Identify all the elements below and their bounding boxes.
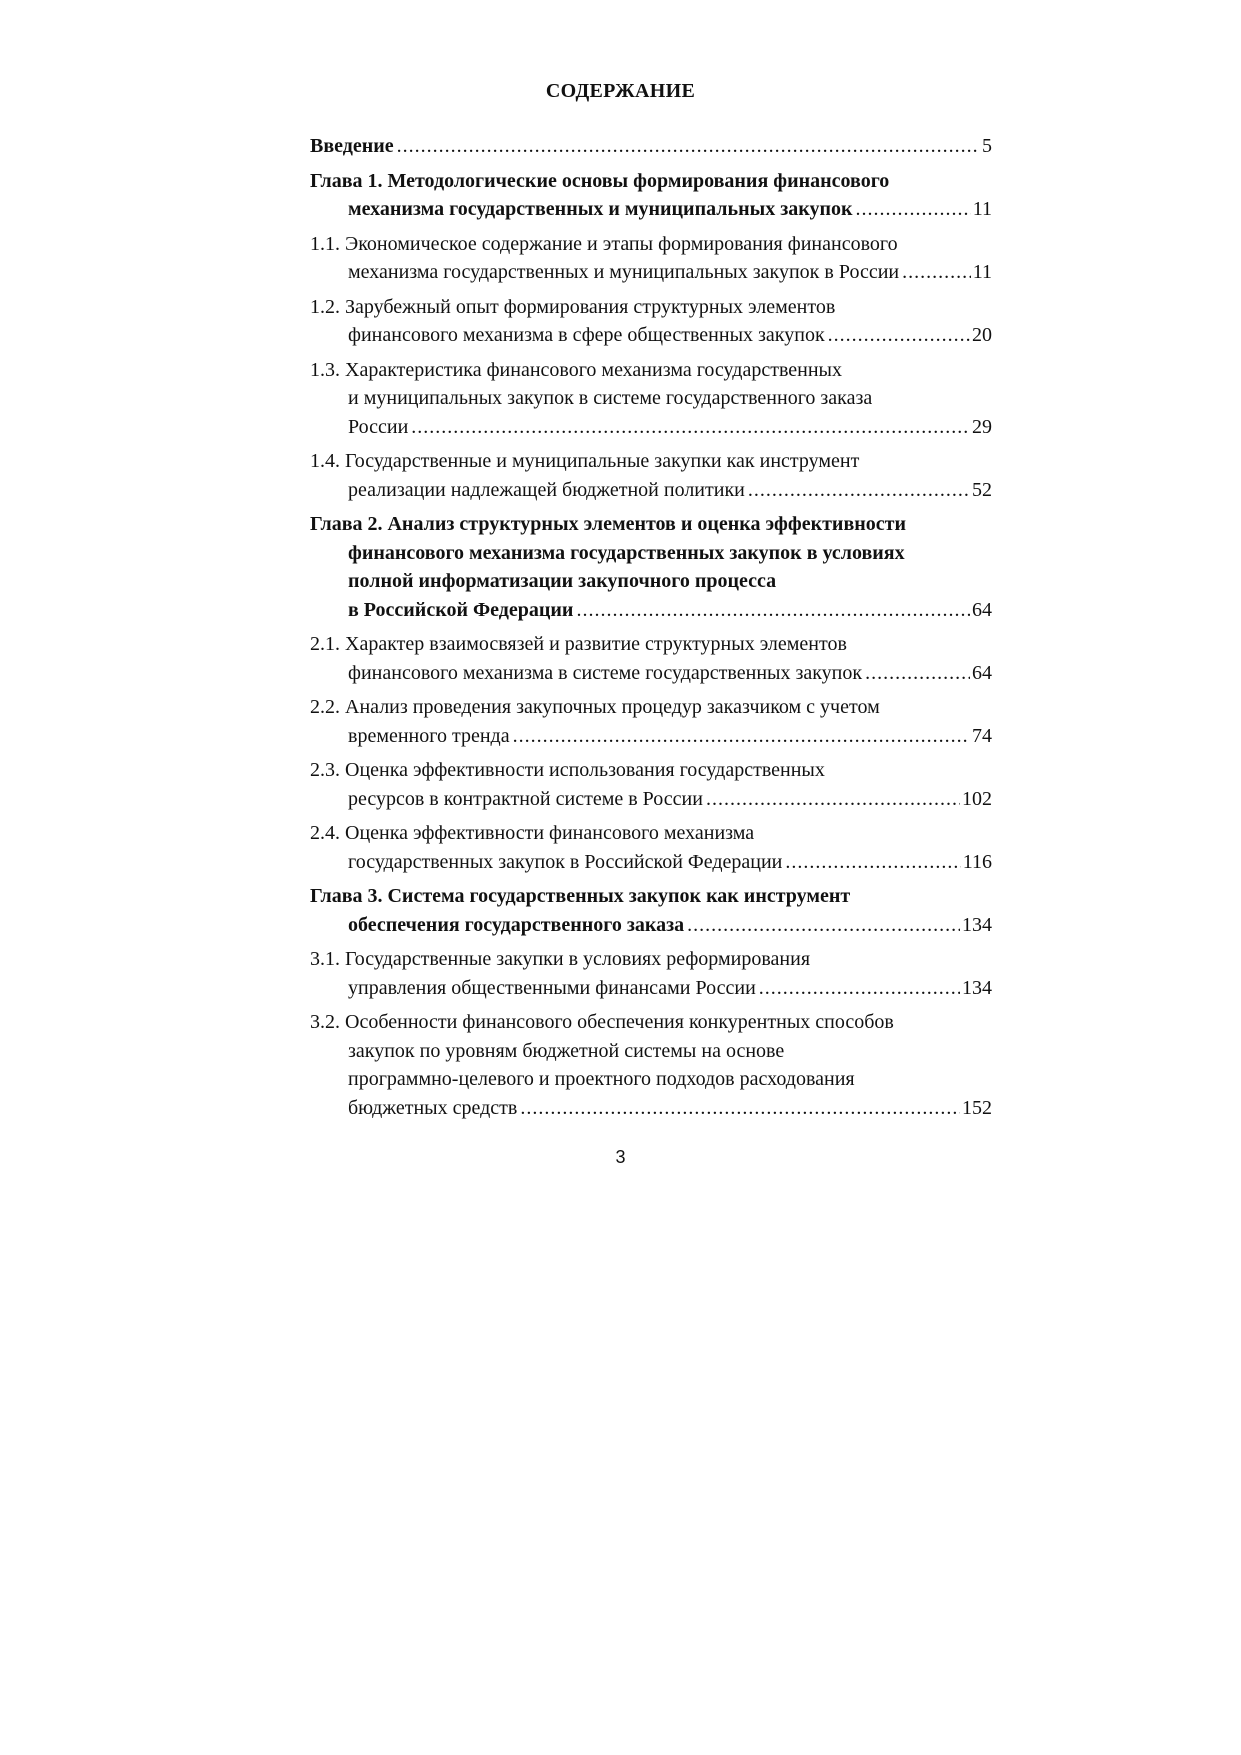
toc-leader-dots: [394, 132, 980, 161]
toc-entry-last-line: [310, 476, 992, 505]
toc-entry-last-line: [310, 785, 992, 814]
toc-page-number: 102: [962, 787, 992, 810]
toc-entry-line: Глава 2. Анализ структурных элементов и оценка эффективности: [310, 513, 906, 535]
toc-entry-section-2-3[interactable]: [310, 756, 992, 813]
toc-entry-chapter-3[interactable]: [310, 882, 992, 939]
page-number: 3: [615, 1147, 626, 1167]
toc-entry-last-line: [310, 321, 992, 350]
toc-entry-last-line: [310, 195, 992, 224]
toc-page-number: 64: [972, 598, 992, 621]
toc-entry-section-2-4[interactable]: [310, 819, 992, 876]
toc-entry-line: финансового механизма государственных закупок в условиях: [348, 541, 905, 564]
toc-entry-section-1-2[interactable]: [310, 293, 992, 350]
toc-page-number: 20: [972, 324, 992, 346]
toc-entry-last-line: [310, 132, 992, 161]
toc-leader-dots: [745, 476, 970, 505]
toc-page-number: 152: [962, 1096, 992, 1119]
toc-entry-line: 3.1. Государственные закупки в условиях реформирования: [310, 948, 811, 970]
toc-entry-line: 2.3. Оценка эффективности использования государственных: [310, 759, 825, 781]
toc-entry-label: механизма государственных и муниципальных закупок: [348, 198, 853, 220]
toc-entry-intro[interactable]: [310, 132, 992, 161]
toc-entry-label: управления общественными финансами России: [348, 976, 756, 999]
toc-page-number: 134: [962, 913, 992, 936]
toc-entry-section-1-3[interactable]: [310, 356, 992, 442]
toc-entry-chapter-2[interactable]: [310, 510, 992, 624]
toc-entry-line: 2.2. Анализ проведения закупочных процедур заказчиком с учетом: [310, 696, 880, 718]
toc-entry-label: финансового механизма в сфере общественных закупок: [348, 324, 825, 346]
toc-entry-label: ресурсов в контрактной системе в России: [348, 787, 703, 810]
toc-entry-line: 1.4. Государственные и муниципальные закупки как инструмент: [310, 450, 860, 472]
toc-entry-line: 2.1. Характер взаимосвязей и развитие структурных элементов: [310, 633, 847, 655]
toc-page-number: 74: [972, 724, 992, 747]
toc-entry-last-line: [310, 911, 992, 940]
toc-entry-section-2-1[interactable]: [310, 630, 992, 687]
toc-entry-label: временного тренда: [348, 724, 510, 747]
toc-entry-line: 1.3. Характеристика финансового механизма государственных: [310, 358, 842, 381]
toc-page-number: 29: [972, 415, 992, 438]
toc-leader-dots: [899, 258, 971, 287]
toc-entry-label: механизма государственных и муниципальных закупок в России: [348, 261, 900, 283]
toc-entry-section-3-2[interactable]: [310, 1008, 992, 1122]
toc-entry-section-3-1[interactable]: [310, 945, 992, 1002]
toc-page-number: 5: [982, 135, 992, 157]
toc-entry-line: 1.1. Экономическое содержание и этапы формирования финансового: [310, 232, 898, 255]
toc-leader-dots: [573, 596, 970, 625]
toc-entry-line: полной информатизации закупочного процесса: [348, 570, 777, 592]
toc-entry-line: программно-целевого и проектного подходов расходования: [348, 1068, 855, 1090]
toc-entry-section-2-2[interactable]: [310, 693, 992, 750]
toc-page-number: 134: [962, 976, 992, 999]
toc-entry-last-line: [310, 413, 992, 442]
toc-entry-label: России: [348, 415, 409, 438]
toc-leader-dots: [684, 911, 960, 940]
table-of-contents: [310, 132, 992, 1128]
toc-entry-last-line: [310, 1094, 992, 1123]
toc-page-number: 52: [972, 478, 992, 501]
toc-page-number: 116: [962, 850, 992, 873]
toc-entry-last-line: [310, 974, 992, 1003]
toc-page-number: 11: [972, 198, 992, 220]
toc-leader-dots: [853, 195, 971, 224]
toc-entry-label: государственных закупок в Российской Федерации: [348, 850, 783, 873]
toc-entry-line: 3.2. Особенности финансового обеспечения конкурентных способов: [310, 1011, 894, 1033]
toc-entry-label: Введение: [310, 135, 394, 157]
toc-entry-last-line: [310, 722, 992, 751]
toc-page-number: 11: [972, 261, 992, 283]
toc-entry-last-line: [310, 659, 992, 688]
toc-entry-last-line: [310, 596, 992, 625]
toc-leader-dots: [756, 974, 960, 1003]
toc-entry-line: Глава 3. Система государственных закупок как инструмент: [310, 885, 851, 907]
toc-leader-dots: [408, 413, 970, 442]
toc-entry-section-1-1[interactable]: [310, 230, 992, 287]
toc-entry-label: финансового механизма в системе государственных закупок: [348, 661, 863, 684]
toc-page-number: 64: [972, 661, 992, 684]
toc-entry-line: закупок по уровням бюджетной системы на основе: [348, 1039, 785, 1062]
toc-entry-label: бюджетных средств: [348, 1096, 518, 1119]
toc-leader-dots: [517, 1094, 960, 1123]
toc-entry-line: 1.2. Зарубежный опыт формирования структурных элементов: [310, 295, 836, 318]
toc-entry-line: Глава 1. Методологические основы формирования финансового: [310, 169, 890, 192]
toc-entry-section-1-4[interactable]: [310, 447, 992, 504]
toc-entry-label: в Российской Федерации: [348, 598, 574, 621]
toc-leader-dots: [703, 785, 960, 814]
toc-entry-line: и муниципальных закупок в системе государственного заказа: [348, 387, 873, 409]
toc-entry-chapter-1[interactable]: [310, 167, 992, 224]
toc-entry-line: 2.4. Оценка эффективности финансового механизма: [310, 822, 755, 844]
toc-entry-last-line: [310, 258, 992, 287]
toc-leader-dots: [825, 321, 970, 350]
toc-entry-label: реализации надлежащей бюджетной политики: [348, 478, 745, 501]
toc-leader-dots: [510, 722, 970, 751]
toc-entry-last-line: [310, 848, 992, 877]
page-title: СОДЕРЖАНИЕ: [545, 80, 696, 102]
toc-leader-dots: [782, 848, 960, 877]
toc-leader-dots: [862, 659, 970, 688]
toc-entry-label: обеспечения государственного заказа: [348, 913, 685, 936]
